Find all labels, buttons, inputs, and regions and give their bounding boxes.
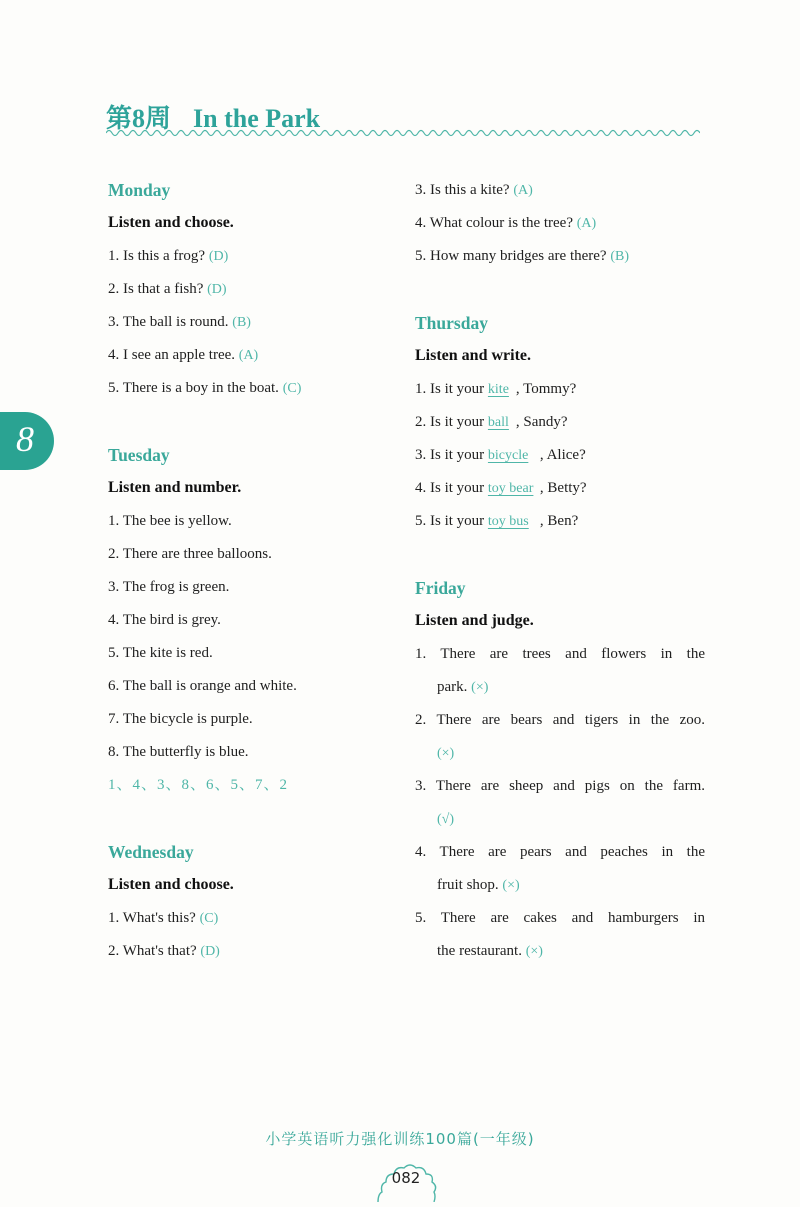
- list-item: 3. Is this a kite? (A): [415, 182, 533, 198]
- answer: (D): [207, 282, 227, 297]
- list-item: 5. The kite is red.: [108, 645, 213, 661]
- answer: (×): [502, 878, 520, 893]
- list-item: 3. The frog is green.: [108, 579, 230, 595]
- monday-instruction: Listen and choose.: [108, 214, 234, 231]
- list-item: 2. There are bears and tigers in the zoo.: [415, 712, 705, 728]
- list-item: 4. What colour is the tree? (A): [415, 215, 597, 231]
- list-item-continuation: park. (×): [437, 679, 489, 695]
- answer: (√): [437, 812, 455, 827]
- list-item-continuation: [415, 805, 705, 838]
- tuesday-answer: 1、4、3、8、6、5、7、2: [108, 777, 289, 793]
- answer-blank: ball: [487, 415, 509, 430]
- list-item: 6. The ball is orange and white.: [108, 678, 297, 694]
- answer-blank: bicycle: [487, 448, 529, 463]
- list-item-continuation: [415, 739, 705, 772]
- page-number: 082: [391, 1169, 421, 1187]
- list-item: 8. The butterfly is blue.: [108, 744, 249, 760]
- monday-heading: Monday: [108, 180, 171, 200]
- list-item: 3. The ball is round. (B): [108, 314, 251, 330]
- list-item: 5. There is a boy in the boat. (C): [108, 380, 302, 396]
- answer: (×): [471, 680, 489, 695]
- answer-blank: kite: [487, 382, 509, 397]
- list-item-continuation: the restaurant. (×): [437, 943, 543, 959]
- list-item: 3. There are sheep and pigs on the farm.: [415, 778, 705, 794]
- list-item: 4. Is it your toy bear , Betty?: [415, 474, 705, 507]
- friday-instruction: Listen and judge.: [415, 612, 534, 629]
- book-title-footer: 小学英语听力强化训练100篇(一年级): [265, 1130, 535, 1148]
- answer: (A): [238, 348, 259, 363]
- thursday-instruction: Listen and write.: [415, 347, 531, 364]
- answer-blank: toy bear: [487, 481, 534, 496]
- wednesday-heading: Wednesday: [108, 842, 194, 862]
- list-item: 4. The bird is grey.: [108, 612, 221, 628]
- answer: (×): [525, 944, 543, 959]
- tuesday-instruction: Listen and number.: [108, 479, 242, 496]
- list-item: 1. What's this? (C): [108, 910, 219, 926]
- unit-title: In the Park: [193, 104, 321, 133]
- week-side-tab: [0, 412, 54, 470]
- page-number-badge: [374, 1158, 438, 1202]
- list-item: 5. There are cakes and hamburgers in: [415, 910, 705, 926]
- list-item: 4. I see an apple tree. (A): [108, 347, 259, 363]
- wednesday-instruction: Listen and choose.: [108, 876, 234, 893]
- list-item: 4. There are pears and peaches in the: [415, 844, 705, 860]
- title-wave-divider: [106, 128, 700, 138]
- list-item-continuation: fruit shop. (×): [437, 877, 520, 893]
- list-item: 1. Is it your kite , Tommy?: [415, 375, 705, 408]
- list-item: 1. The bee is yellow.: [108, 513, 232, 529]
- list-item: 3. Is it your bicycle , Alice?: [415, 441, 705, 474]
- list-item: 2. What's that? (D): [108, 943, 220, 959]
- list-item: 7. The bicycle is purple.: [108, 711, 253, 727]
- list-item: 1. Is this a frog? (D): [108, 248, 229, 264]
- list-item: 2. Is it your ball , Sandy?: [415, 408, 705, 441]
- left-column: [108, 176, 388, 970]
- answer-blank: toy bus: [487, 514, 529, 529]
- friday-heading: Friday: [415, 578, 466, 598]
- thursday-heading: Thursday: [415, 313, 488, 333]
- list-item: 2. There are three balloons.: [108, 546, 272, 562]
- answer: (B): [610, 249, 630, 264]
- tuesday-heading: Tuesday: [108, 445, 170, 465]
- answer: (B): [232, 315, 251, 330]
- list-item: 2. Is that a fish? (D): [108, 281, 227, 297]
- answer: (D): [208, 249, 229, 264]
- right-column: [415, 176, 705, 970]
- week-label: 第8周: [106, 104, 172, 133]
- list-item: 5. How many bridges are there? (B): [415, 248, 630, 264]
- answer: (D): [200, 944, 220, 959]
- week-tab-number: 8: [16, 419, 34, 459]
- answer: (×): [437, 746, 455, 761]
- answer: (A): [576, 216, 597, 231]
- list-item: 5. Is it your toy bus , Ben?: [415, 507, 705, 540]
- answer: (C): [282, 381, 302, 396]
- list-item: 1. There are trees and flowers in the: [415, 646, 705, 662]
- answer: (C): [199, 911, 219, 926]
- answer: (A): [513, 183, 533, 198]
